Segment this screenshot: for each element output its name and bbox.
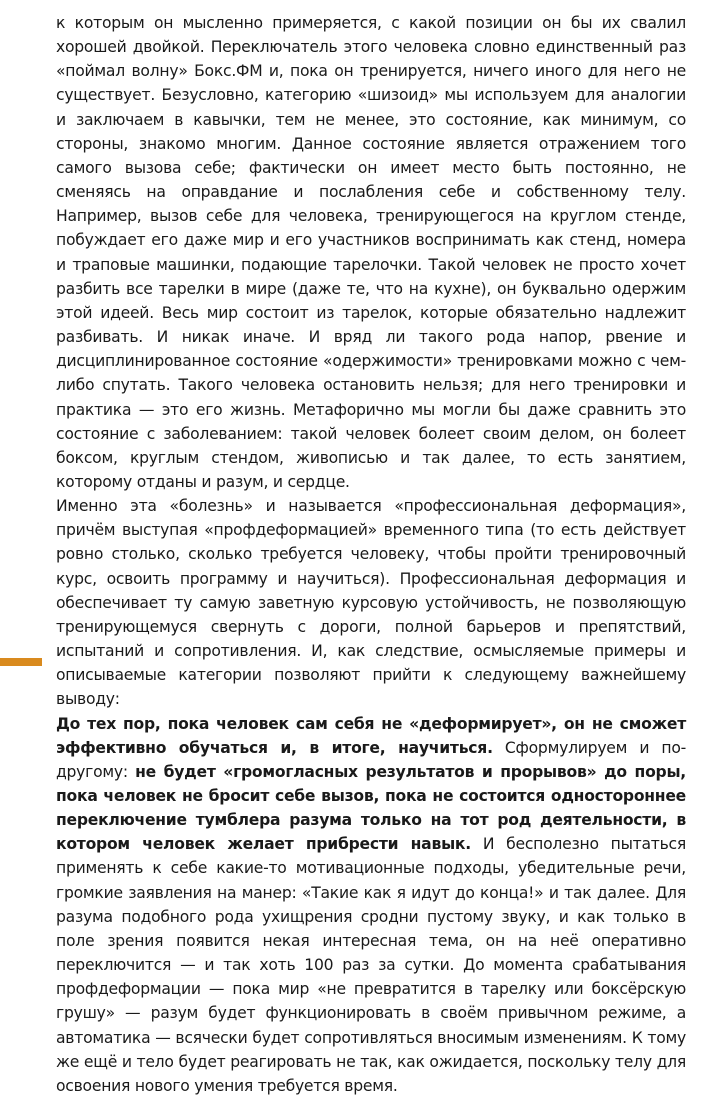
paragraph-3 [56,712,686,1098]
accent-marker [0,658,42,666]
reformulation-bold: не будет «громогласных результатов и прорывов» до поры, пока человек не бросит себе вызов, пока не состоится одностороннее переключение тумблера разума только на тот род деятельности, в котором человек желает прибрести навык. [56,762,686,854]
page-body [56,11,686,1098]
paragraph-3-text-b: И бесполезно пытаться применять к себе какие-то мотивационные подходы, убедительные речи, громкие заявления на манер: «Такие как я идут до конца!» и так далее. Для разума подобного рода ухищрения сродни пустому звуку, и как только в поле зрения появится некая интересная тема, он на неё оперативно переключится — и так хоть 100 раз за сутки. До момента срабатывания профдеформации — пока мир «не превратится в тарелку или боксёрскую грушу» — разум будет функционировать в своём привычном режиме, а автоматика — всячески будет сопротивляться вносимым изменениям. К тому же ещё и тело будет реагировать не так, как ожидается, поскольку телу для освоения нового умения требуется время. [56,835,686,1095]
paragraph-2: Именно эта «болезнь» и называется «профессиональная деформация», причём выступая «профдеформацией» временного типа (то есть действует ровно столько, сколько требуется человеку, чтобы пройти тренировочный курс, освоить программу и научиться). Профессиональная деформация и обеспечивает ту самую заветную курсовую устойчивость, не позволяющую тренирующемуся свернуть с дороги, полной барьеров и препятствий, испытаний и сопротивления. И, как следствие, осмысляемые примеры и описываемые категории позволяют прийти к следующему важнейшему выводу: [56,497,686,709]
paragraph-3-text-a: Сформулируем и по-другому: [56,738,686,781]
key-conclusion-bold: До тех пор, пока человек сам себя не «деформирует», он не сможет эффективно обучаться и, в итоге, научиться. [56,714,686,757]
paragraph-1: к которым он мысленно примеряется, с какой позиции он бы их свалил хорошей двойкой. Переключатель этого человека словно единственный раз «поймал волну» Бокс.ФМ и, пока он тренируется, ничего иного для него не существует. Безусловно, категорию «шизоид» мы используем для аналогии и заключаем в кавычки, тем не менее, это состояние, как минимум, со стороны, знакомо многим. Данное состояние является отражением того самого вызова себе; фактически он имеет место быть постоянно, не сменяясь на оправдание и послабления себе и собственному телу. Например, вызов себе для человека, тренирующегося на круглом стенде, побуждает его даже мир и его участников воспринимать как стенд, номера и траповые машинки, подающие тарелочки. Такой человек не просто хочет разбить все тарелки в мире (даже те, что на кухне), он буквально одержим этой идеей. Весь мир состоит из тарелок, которые обязательно надлежит разбивать. И никак иначе. И вряд ли такого рода напор, рвение и дисциплинированное состояние «одержимости» тренировками можно с чем-либо спутать. Такого человека остановить нельзя; для него тренировки и практика — это его жизнь. Метафорично мы могли бы даже сравнить это состояние с заболеванием: такой человек болеет своим делом, он болеет боксом, круглым стендом, живописью и так далее, то есть занятием, которому отданы и разум, и сердце. [56,14,686,491]
